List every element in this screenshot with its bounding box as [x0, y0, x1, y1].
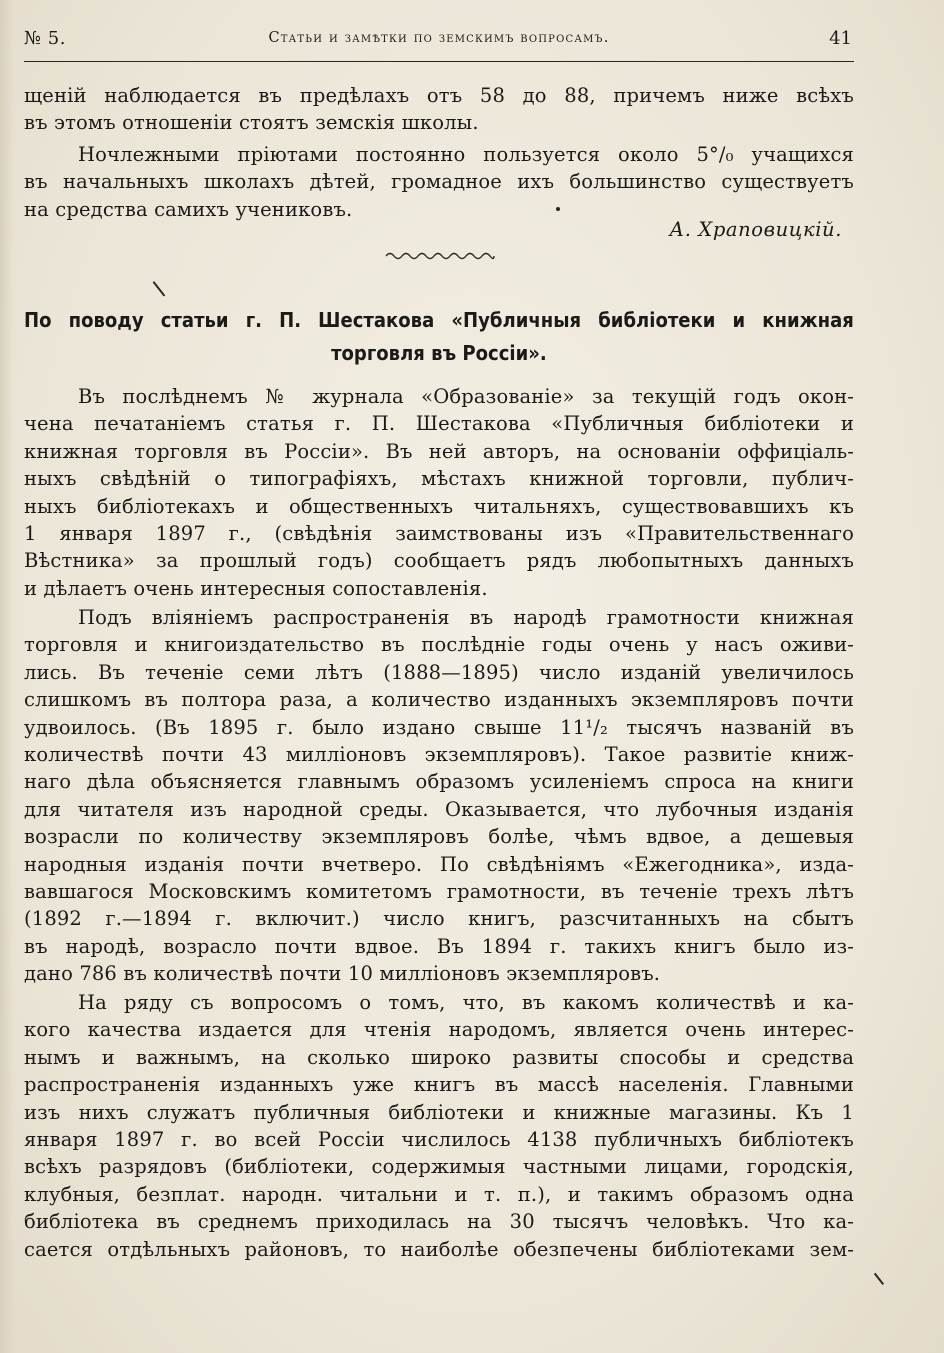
- text-line: ныхъ библіотекахъ и общественныхъ читальняхъ, существовавшихъ къ: [24, 494, 854, 518]
- text-line: распространенія изданныхъ уже книгъ въ массѣ населенія. Главными: [24, 1073, 854, 1097]
- text-line: На ряду съ вопросомъ о томъ, что, въ какомъ количествѣ и ка-: [78, 991, 854, 1014]
- text-line: дано 786 въ количествѣ почти 10 милліоновъ экземпляровъ.: [24, 962, 661, 986]
- text-line: въ этомъ отношеніи стоятъ земскія школы.: [24, 111, 479, 135]
- text-line: января 1897 г. во всей Россіи числилось 4138 публичныхъ библіотекъ: [24, 1128, 854, 1152]
- text-line: изъ нихъ служатъ публичныя библіотеки и книжные магазины. Къ 1: [24, 1100, 854, 1124]
- text-line: книжная торговля въ Россіи». Въ ней авторъ, на основаніи оффиціаль-: [24, 439, 854, 463]
- print-mark: [874, 1273, 884, 1285]
- article-paragraph-3: [24, 989, 854, 1263]
- print-mark: [153, 281, 165, 296]
- text-line: народныя изданія почти вчетверо. По свѣдѣніямъ «Ежегодника», изда-: [24, 852, 854, 876]
- header-rule: [24, 61, 854, 62]
- text-line: въ народѣ, возрасло почти вдвое. Въ 1894 г. такихъ книгъ было из-: [24, 934, 854, 958]
- text-line: Вѣстника» за прошлый годъ) сообщаетъ рядъ любопытныхъ данныхъ: [24, 549, 854, 573]
- text-line: наго дѣла объясняется главнымъ образомъ усиленіемъ спроса на книги: [24, 770, 854, 794]
- text-line: Въ послѣднемъ № журнала «Образованіе» за текущій годъ окон-: [78, 385, 854, 408]
- text-line: 1 января 1897 г., (свѣдѣнія заимствованы изъ «Правительственнаго: [24, 522, 854, 546]
- page-gutter-shadow: [0, 0, 14, 1353]
- text-line: на средства самихъ учениковъ.: [24, 197, 353, 221]
- text-line: кого качества издается для чтенія народомъ, является очень интерес-: [24, 1018, 854, 1042]
- text-line: чена печатаніемъ статья г. П. Шестакова «Публичныя библіотеки и: [24, 412, 854, 436]
- text-line: количествѣ почти 43 милліоновъ экземпляровъ). Такое развитіе книж-: [24, 743, 854, 767]
- text-line: и дѣлаетъ очень интересныя сопоставленія.: [24, 576, 488, 600]
- text-line: ныхъ свѣдѣній о типографіяхъ, мѣстахъ книжной торговли, публич-: [24, 467, 854, 491]
- heading-line-2: торговля въ Россіи».: [331, 341, 547, 365]
- text-line: удвоилось. (Въ 1895 г. было издано свыше 11¹/₂ тысячъ названій въ: [24, 715, 854, 739]
- continuation-paragraph: [24, 82, 854, 137]
- text-line: возрасли по количеству экземпляровъ болѣе, чѣмъ вдвое, а дешевыя: [24, 825, 854, 849]
- text-line: для читателя изъ народной среды. Оказывается, что лубочныя изданія: [24, 797, 854, 821]
- text-line: клубныя, безплат. народн. читальни и т. п.), и такимъ образомъ одна: [24, 1182, 854, 1206]
- article-paragraph-2: [24, 604, 854, 988]
- text-line: сается отдѣльныхъ районовъ, то наиболѣе обезпечены библіотеками зем-: [24, 1237, 854, 1261]
- paragraph-shelters: [24, 141, 854, 223]
- running-title: Статьи и замѣтки по земскимъ вопросамъ.: [268, 30, 610, 46]
- ink-speck: [556, 207, 560, 211]
- author-signature: А. Храповицкій.: [669, 218, 842, 241]
- wavy-divider: [384, 250, 496, 262]
- running-header: [24, 28, 854, 54]
- text-line: щеній наблюдается въ предѣлахъ отъ 58 до 88, причемъ ниже всѣхъ: [24, 84, 854, 107]
- text-line: торговля и книгоиздательство въ послѣдніе годы очень у насъ оживи-: [24, 633, 854, 657]
- heading-line-1: По поводу статьи г. П. Шестакова «Публичныя библіотеки и книжная: [24, 308, 854, 332]
- text-line: библіотека въ среднемъ приходилась на 30 тысячъ человѣкъ. Что ка-: [24, 1210, 854, 1234]
- text-line: лись. Въ теченіе семи лѣтъ (1888—1895) число изданій увеличилось: [24, 660, 854, 684]
- text-line: Подъ вліяніемъ распространенія въ народѣ грамотности книжная: [78, 606, 854, 629]
- text-line: Ночлежными пріютами постоянно пользуется около 5°/₀ учащихся: [78, 143, 854, 166]
- page-number: 41: [829, 28, 852, 49]
- article-paragraph-1: [24, 383, 854, 602]
- article-heading: [24, 304, 854, 370]
- text-line: вавшагося Московскимъ комитетомъ грамотности, въ теченіе трехъ лѣтъ: [24, 880, 854, 904]
- issue-number: № 5.: [24, 28, 66, 49]
- text-line: нымъ и важнымъ, на сколько широко развиты способы и средства: [24, 1045, 854, 1069]
- text-line: (1892 г.—1894 г. включит.) число книгъ, разсчитанныхъ на сбытъ: [24, 907, 854, 931]
- text-line: всѣхъ разрядовъ (библіотеки, содержимыя частными лицами, городскія,: [24, 1155, 854, 1179]
- text-line: слишкомъ въ полтора раза, а количество изданныхъ экземпляровъ почти: [24, 688, 854, 712]
- text-line: въ начальныхъ школахъ дѣтей, громадное ихъ большинство существуетъ: [24, 170, 854, 194]
